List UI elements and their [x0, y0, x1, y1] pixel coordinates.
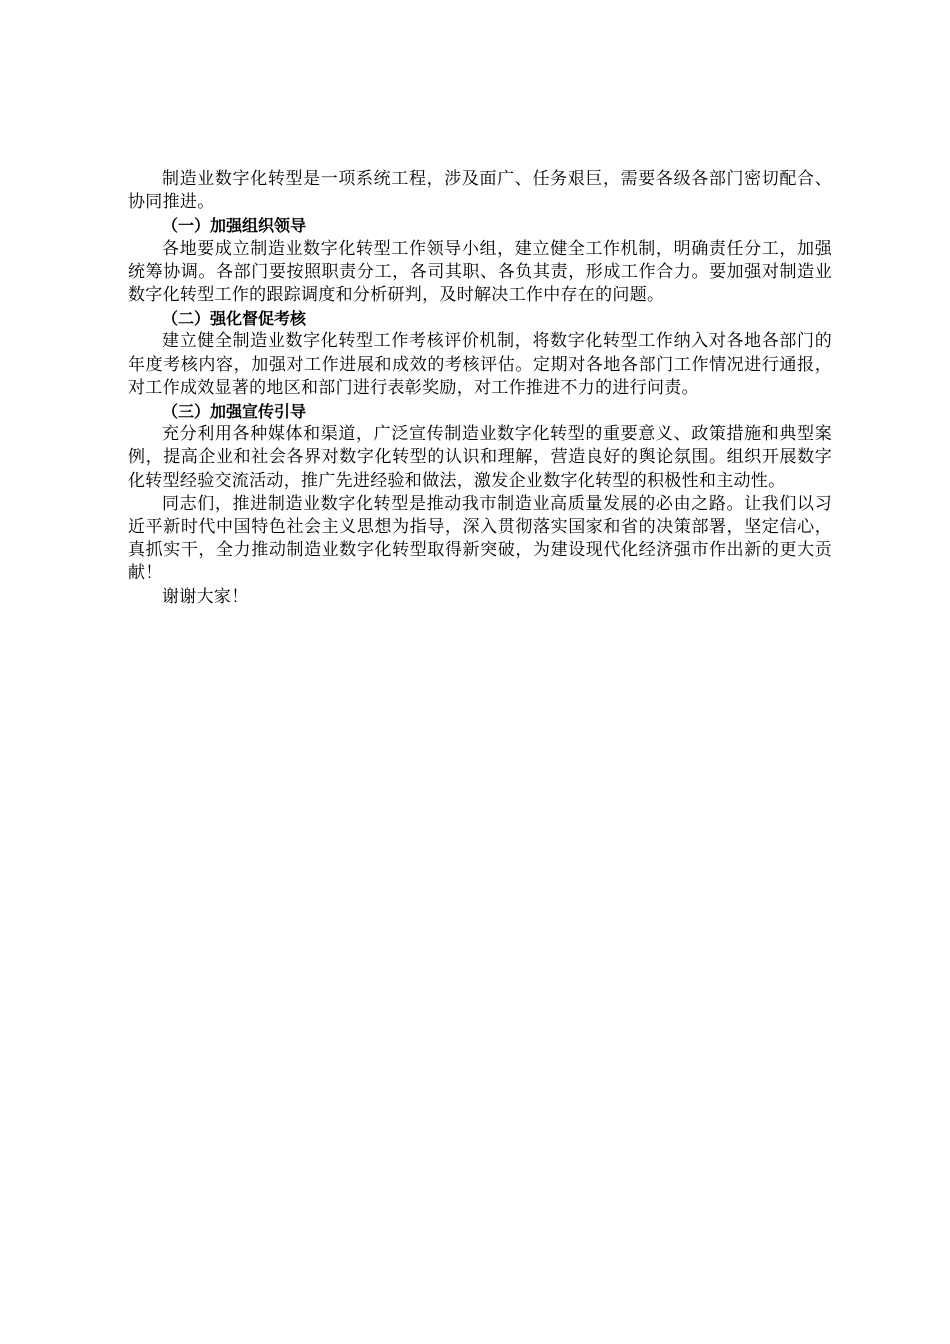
- document-body: [128, 168, 832, 609]
- thanks-line: 谢谢大家！: [162, 586, 249, 607]
- section-body-3: 充分利用各种媒体和渠道，广泛宣传制造业数字化转型的重要意义、政策措施和典型案例，提高企业和社会各界对数字化转型的认识和理解，营造良好的舆论氛围。组织开展数字化转型经验交流活动，推广先进经验和做法，激发企业数字化转型的积极性和主动性。: [128, 424, 832, 491]
- intro-paragraph: 制造业数字化转型是一项系统工程，涉及面广、任务艰巨，需要各级各部门密切配合、协同推进。: [128, 169, 832, 213]
- section-heading-2: （二）强化督促考核: [162, 309, 307, 329]
- section-body-1: 各地要成立制造业数字化转型工作领导小组，建立健全工作机制，明确责任分工，加强统筹协调。各部门要按照职责分工，各司其职、各负其责，形成工作合力。要加强对制造业数字化转型工作的跟踪调度和分析研判，及时解决工作中存在的问题。: [128, 238, 832, 306]
- section-heading-1: （一）加强组织领导: [162, 216, 307, 236]
- section-body-2: 建立健全制造业数字化转型工作考核评价机制，将数字化转型工作纳入对各地各部门的年度考核内容，加强对工作进展和成效的考核评估。定期对各地各部门工作情况进行通报，对工作成效显著的地区和部门进行表彰奖励，对工作推进不力的进行问责。: [128, 331, 832, 398]
- section-heading-3: （三）加强宣传引导: [162, 402, 307, 422]
- closing-paragraph: 同志们，推进制造业数字化转型是推动我市制造业高质量发展的必由之路。让我们以习近平新时代中国特色社会主义思想为指导，深入贯彻落实国家和省的决策部署，坚定信心，真抓实干，全力推动制造业数字化转型取得新突破，为建设现代化经济强市作出新的更大贡献！: [128, 493, 832, 584]
